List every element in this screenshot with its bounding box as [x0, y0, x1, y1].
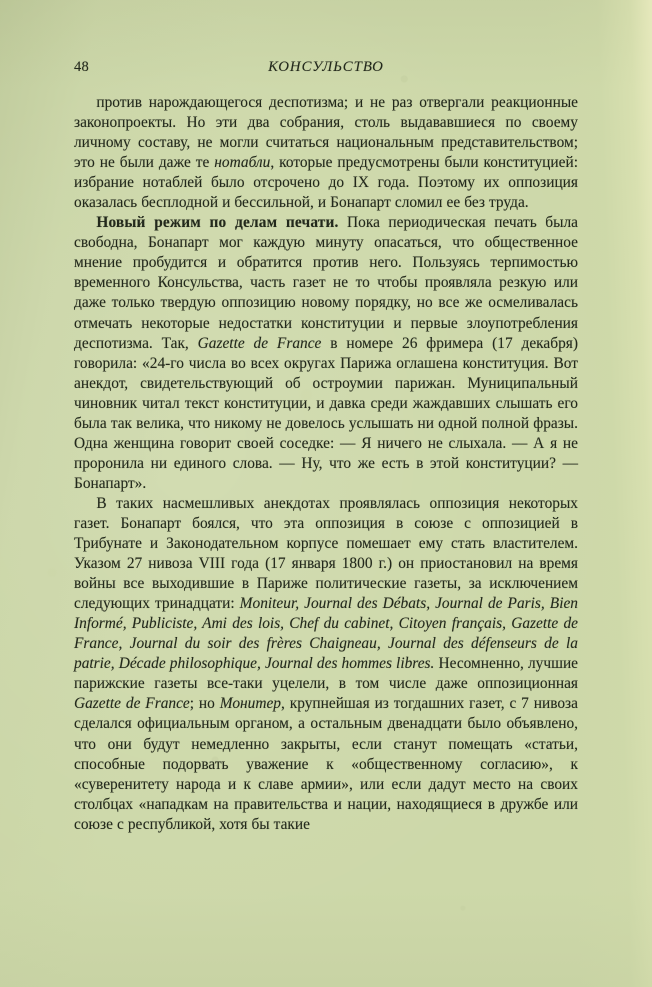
para-thirteen-papers	[74, 494, 578, 835]
para-despotism-italic-run-1: нотабли	[214, 154, 271, 172]
para-thirteen-papers-run-0: В таких насмешливых анекдотах проявлялась оппозиция некоторых газет. Бонапарт боялся, что эта оппозиция в союзе с оппозицией в Трибунате и Законодательном корпусе помешает ему стать властителем. Указом 27 нивоза VIII года (17 января 1800 г.) он приостановил на время войны все выходившие в Париже политические газеты, за исключением следующих тринадцати:	[74, 494, 578, 613]
para-press-regime-italic-run-2: Gazette de France	[197, 334, 322, 352]
page-number: 48	[74, 59, 90, 75]
para-press-regime	[74, 213, 578, 494]
para-thirteen-papers-italic-run-1: Moniteur, Journal des Débats, Journal de Paris, Bien Informé, Publiciste, Ami des lois, Chef du cabinet, Citoyen français, Gazette de France, Journal du soir des frères Chaigneau, Journal des défenseurs de la patrie, Décade philosophique, Journal des hommes libres.	[74, 595, 578, 673]
para-despotism-run-0: против нарождающегося деспотизма; и не раз отвергали реакционные законопроекты. Но эти два собрания, столь выдававшиеся по своему личному составу, не могли считаться национальным представительством; это не были даже те	[74, 94, 578, 172]
running-head	[74, 56, 578, 78]
para-press-regime-rubric: Новый режим по делам печати.	[96, 214, 339, 232]
para-thirteen-papers-run-4: ; но	[189, 695, 220, 713]
para-thirteen-papers-italic-run-3: Gazette de France	[74, 695, 190, 713]
para-thirteen-papers-run-6: , крупнейшая из тогдашних газет, с 7 нивоза сделался официальным органом, а остальным двенадцати было объявлено, что они будут немедленно закрыты, если станут помещать «статьи, способные подорвать уважение к «общественному согласию», к «суверенитету народа и к славе армии», или если дадут место на своих столбцах «нападкам на правительства и нации, находящиеся в дружбе или союзе с республикой, хотя бы такие	[74, 695, 578, 833]
para-despotism-run-2: , которые предусмотрены были конституцией: избрание нотаблей было отсрочено до IX года. Поэтому их оппозиция оказалась бесплодной и бессильной, и Бонапарт сломил ее без труда.	[74, 154, 578, 212]
page-content	[74, 0, 578, 835]
running-head-title: КОНСУЛЬСТВО	[268, 59, 384, 75]
para-thirteen-papers-run-2: Несомненно, лучшие парижские газеты все-таки уцелели, в том числе даже оппозиционная	[74, 655, 579, 693]
para-press-regime-run-1: Пока периодическая печать была свободна, Бонапарт мог каждую минуту опасаться, что общественное мнение пробудится и обратится против него. Пользуясь терпимостью временного Консульства, часть газет не то чтобы проявляла резкую или даже только твердую оппозицию новому порядку, но все же осмеливалась отмечать некоторые недостатки конституции и первые злоупотребления деспотизма. Так,	[74, 214, 578, 352]
para-press-regime-run-3: в номере 26 фримера (17 декабря) говорила: «24-го числа во всех округах Парижа оглашена конституция. Вот анекдот, свидетельствующий об остроумии парижан. Муниципальный чиновник читал текст конституции, и давка среди жаждавших слышать его была так велика, что никому не довелось услышать ни одной полной фразы. Одна женщина говорит своей соседке: — Я ничего не слыхала. — А я не проронила ни единого слова. — Ну, что же есть в этой конституции? — Бонапарт».	[74, 334, 578, 492]
para-thirteen-papers-italic-run-5: Монитер	[219, 695, 281, 713]
body-text	[74, 93, 578, 835]
para-despotism	[74, 93, 578, 213]
